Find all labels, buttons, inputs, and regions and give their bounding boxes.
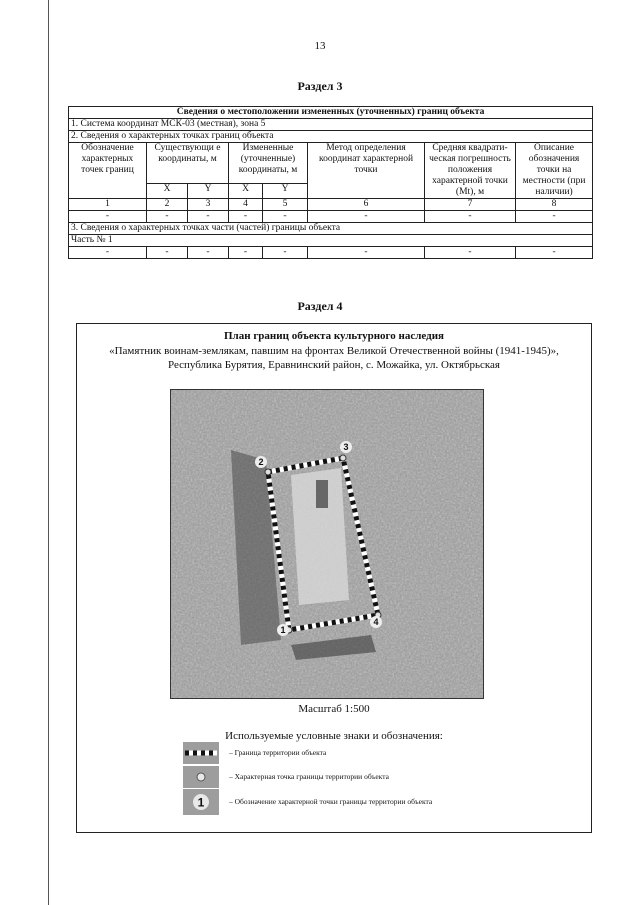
table-row [69,247,593,259]
table-cell: - [308,247,425,259]
section-3-title: Раздел 3 [297,79,343,93]
header-x: X [147,184,188,199]
table-row [69,211,593,223]
table-cell: - [308,211,425,223]
legend-boundary-label: – Граница территории объекта [229,748,327,757]
header-y: Y [188,184,229,199]
table-cell: - [425,211,516,223]
part-points-info: 3. Сведения о характерных точках части (частей) границы объекта [69,223,593,235]
table-cell: - [425,247,516,259]
table-row [69,223,593,235]
table-cell: - [188,247,229,259]
header-description: Описание обозначения точки на местности (при наличии) [516,143,593,199]
legend-point-label: – Характерная точка границы территории объекта [229,772,389,781]
header-x: X [229,184,263,199]
column-number: 6 [308,199,425,211]
legend-boundary-icon [183,742,219,764]
column-number: 8 [516,199,593,211]
column-numbers-row [69,199,593,211]
point-label-3: 3 [343,442,349,452]
header-row [69,143,593,184]
table-cell: - [229,247,263,259]
boundary-point-2 [265,469,271,475]
column-number: 4 [229,199,263,211]
column-number: 2 [147,199,188,211]
table-cell: - [263,247,308,259]
plan-subtitle: «Памятник воинам-землякам, павшим на фронтах Великой Отечественной войны (1941-1945)», [109,345,559,357]
part-label: Часть № 1 [69,235,593,247]
column-number: 5 [263,199,308,211]
table-cell: - [188,211,229,223]
page-number: 13 [314,40,326,52]
table-row [69,131,593,143]
points-info: 2. Сведения о характерных точках границ объекта [69,131,593,143]
header-error: Средняя квадрати-ческая погрешность положения характерной точки (Mt), м [425,143,516,199]
table-cell: - [147,247,188,259]
table-title-row [69,107,593,119]
point-label-2: 2 [258,457,264,467]
point-label-1: 1 [280,625,286,635]
section-4-title: Раздел 4 [297,299,343,313]
boundary-map [170,389,484,699]
column-number: 3 [188,199,229,211]
header-points: Обозначение характерных точек границ [69,143,147,199]
table-cell: - [147,211,188,223]
legend-point-number-icon [183,789,219,815]
plan-location: Республика Бурятия, Еравнинский район, с. Можайка, ул. Октябрьская [167,359,500,371]
table-cell: - [263,211,308,223]
header-updated-coords: Измененные (уточненные) координаты, м [229,143,308,184]
table-cell: - [69,247,147,259]
table-row [69,119,593,131]
monument [316,480,328,508]
coord-system: 1. Система координат МСК-03 (местная), зона 5 [69,119,593,131]
table-cell: - [229,211,263,223]
aerial-photo [171,390,483,698]
boundary-table [68,106,593,259]
column-number: 1 [69,199,147,211]
header-y: Y [263,184,308,199]
map-scale: Масштаб 1:500 [298,703,370,715]
table-cell: - [516,211,593,223]
boundary-point-3 [340,455,346,461]
legend-sample-number: 1 [197,795,205,810]
legend-point-icon [183,766,219,788]
header-method: Метод определения координат характерной точки [308,143,425,199]
column-number: 7 [425,199,516,211]
legend-title: Используемые условные знаки и обозначения: [225,730,443,742]
header-existing-coords: Существующи е координаты, м [147,143,229,184]
plan-frame [76,323,592,833]
plan-title: План границ объекта культурного наследия [224,330,444,342]
table-cell: - [69,211,147,223]
binding-line [48,0,49,905]
point-label-4: 4 [373,617,379,627]
table-cell: - [516,247,593,259]
table-title: Сведения о местоположении измененных (уточненных) границ объекта [69,107,593,119]
table-row [69,235,593,247]
legend-point-number-label: – Обозначение характерной точки границы территории объекта [229,797,433,806]
